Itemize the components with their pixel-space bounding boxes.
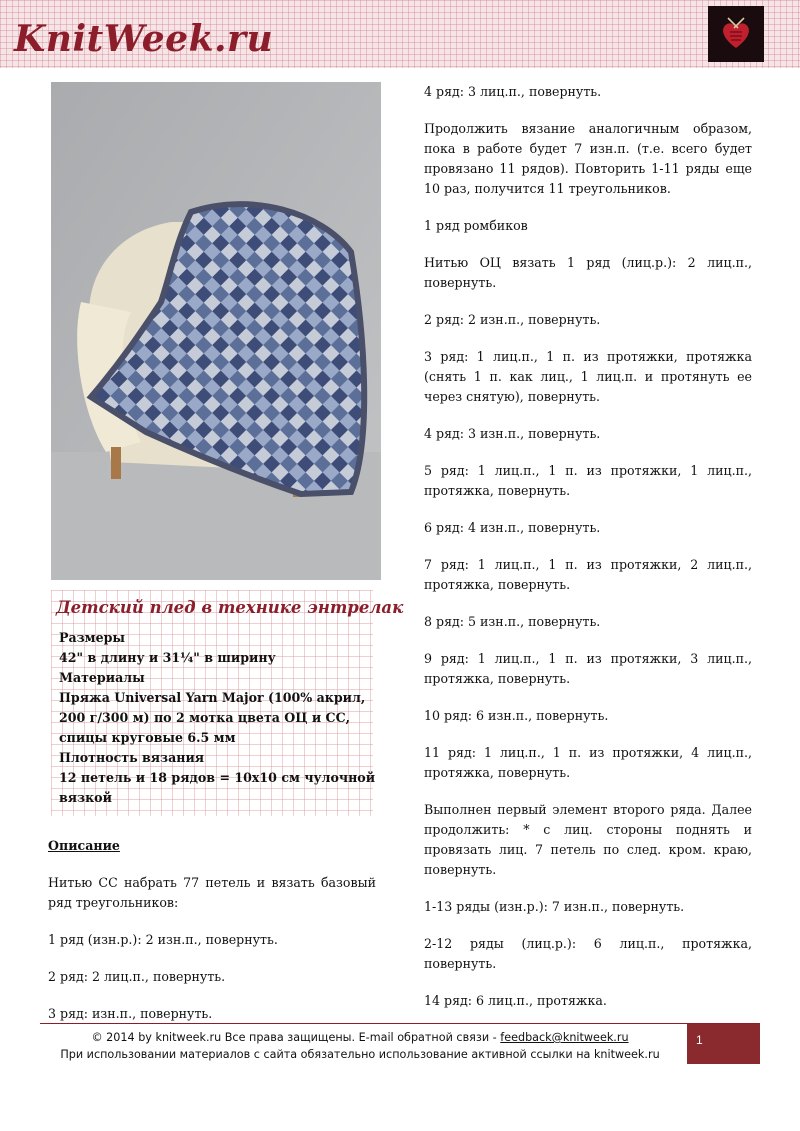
instruction-paragraph: 2 ряд: 2 изн.п., повернуть. [424, 312, 601, 327]
page-header [0, 0, 800, 68]
left-column [48, 836, 376, 1041]
spec-line: Материалы [59, 670, 145, 685]
section-heading: 1 ряд ромбиков [424, 218, 528, 233]
spec-line: 42" в длину и 31¼" в ширину [59, 650, 276, 665]
spec-line: Плотность вязания [59, 750, 205, 765]
description-heading: Описание [48, 838, 120, 853]
usage-notice: При использовании материалов с сайта обязательно использование активной ссылки на knitweek.ru [60, 1048, 660, 1061]
instruction-paragraph: 14 ряд: 6 лиц.п., протяжка. [424, 993, 607, 1008]
instruction-paragraph: Продолжить вязание аналогичным образом, пока в работе будет 7 изн.п. (т.е. всего будет провязано 11 рядов). Повторить 1-11 ряды еще 10 раз, получится 11 треугольников. [424, 121, 752, 196]
spec-line: спицы круговые 6.5 мм [59, 730, 236, 745]
instruction-paragraph: 4 ряд: 3 лиц.п., повернуть. [424, 84, 602, 99]
instruction-paragraph: 2 ряд: 2 лиц.п., повернуть. [48, 969, 226, 984]
instruction-paragraph: Выполнен первый элемент второго ряда. Далее продолжить: * с лиц. стороны поднять и провязать лиц. 7 петель по след. кром. краю, повернуть. [424, 802, 752, 877]
page-number-box [687, 1024, 760, 1064]
brand-logo-text[interactable]: KnitWeek.ru [14, 18, 274, 60]
spec-details [59, 628, 375, 808]
spec-box [51, 590, 404, 816]
page-footer [40, 1029, 680, 1063]
footer-divider [40, 1023, 760, 1024]
instruction-paragraph: 9 ряд: 1 лиц.п., 1 п. из протяжки, 3 лиц.п., протяжка, повернуть. [424, 651, 752, 686]
feedback-email-link[interactable]: feedback@knitweek.ru [500, 1031, 629, 1044]
copyright-text: © 2014 by knitweek.ru Все права защищены. E-mail обратной связи - [91, 1031, 501, 1044]
instruction-paragraph: 5 ряд: 1 лиц.п., 1 п. из протяжки, 1 лиц.п., протяжка, повернуть. [424, 463, 752, 498]
knitting-heart-logo-icon[interactable] [708, 6, 764, 62]
instruction-paragraph: 3 ряд: изн.п., повернуть. [48, 1006, 213, 1021]
instruction-paragraph: 3 ряд: 1 лиц.п., 1 п. из протяжки, протяжка (снять 1 п. как лиц., 1 лиц.п. и протянуть ее через снятую), повернуть. [424, 349, 752, 404]
spec-line: 200 г/300 м) по 2 мотка цвета ОЦ и СС, [59, 710, 350, 725]
instruction-paragraph: 2-12 ряды (лиц.р.): 6 лиц.п., протяжка, повернуть. [424, 936, 752, 971]
page-number: 1 [696, 1033, 703, 1047]
blanket-on-armchair-photo [51, 82, 381, 580]
right-column [424, 82, 752, 1028]
instruction-paragraph: 10 ряд: 6 изн.п., повернуть. [424, 708, 609, 723]
copyright-line [40, 1029, 680, 1046]
spec-line: Размеры [59, 630, 126, 645]
instruction-paragraph: 8 ряд: 5 изн.п., повернуть. [424, 614, 601, 629]
instruction-paragraph: 1-13 ряды (изн.р.): 7 изн.п., повернуть. [424, 899, 685, 914]
instruction-paragraph: 1 ряд (изн.р.): 2 изн.п., повернуть. [48, 932, 278, 947]
spec-line: Пряжа Universal Yarn Major (100% акрил, [59, 690, 366, 705]
project-title: Детский плед в технике энтрелак [56, 598, 404, 617]
instruction-paragraph: Нитью СС набрать 77 петель и вязать базовый ряд треугольников: [48, 875, 376, 910]
spec-line: вязкой [59, 790, 112, 805]
instruction-paragraph: 7 ряд: 1 лиц.п., 1 п. из протяжки, 2 лиц.п., протяжка, повернуть. [424, 557, 752, 592]
instruction-paragraph: 4 ряд: 3 изн.п., повернуть. [424, 426, 601, 441]
instruction-paragraph: 6 ряд: 4 изн.п., повернуть. [424, 520, 601, 535]
instruction-paragraph: 11 ряд: 1 лиц.п., 1 п. из протяжки, 4 лиц.п., протяжка, повернуть. [424, 745, 752, 780]
instruction-paragraph: Нитью ОЦ вязать 1 ряд (лиц.р.): 2 лиц.п., повернуть. [424, 255, 752, 290]
spec-line: 12 петель и 18 рядов = 10х10 см чулочной [59, 770, 376, 785]
